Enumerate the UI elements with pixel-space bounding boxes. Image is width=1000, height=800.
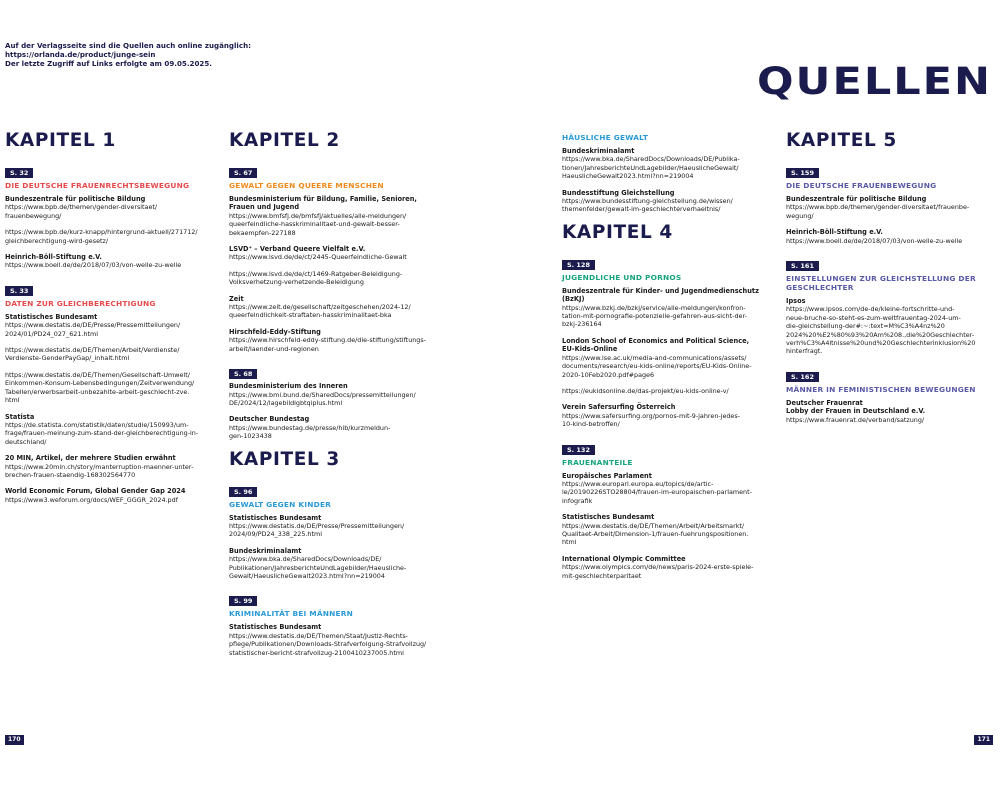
source-entry	[5, 346, 210, 363]
source-section	[229, 479, 434, 581]
source-link[interactable]: https://www.zeit.de/gesellschaft/zeitgeschehen/2024-12/ queerfeindlichkeit-straftaten-hasskriminalitaet-bka	[229, 303, 411, 320]
source-organization: World Economic Forum, Global Gender Gap 2024	[5, 487, 186, 496]
source-link[interactable]: https://www.bmfsfj.de/bmfsfj/aktuelles/alle-meldungen/ queerfeindliche-hasskriminalitaet-und-gewalt-besser- bekaempfen-227188	[229, 211, 407, 237]
source-organization: Deutscher Frauenrat Lobby der Frauen in Deutschland e.V.	[786, 398, 926, 416]
source-entry	[229, 382, 434, 407]
source-entry	[229, 547, 434, 581]
source-entry	[229, 328, 434, 353]
source-entry	[229, 195, 434, 237]
page-number-left: 170	[5, 735, 24, 745]
page-badge: S. 33	[5, 286, 33, 296]
intro-note	[5, 41, 425, 69]
source-section	[786, 160, 996, 245]
source-link[interactable]: https://www.bpb.de/themen/gender-diversitaet/ frauenbewegung/	[5, 203, 158, 220]
source-section	[229, 588, 434, 657]
source-entry	[5, 454, 210, 479]
source-organization: International Olympic Committee	[562, 554, 686, 563]
source-link[interactable]: https://www.destatis.de/DE/Themen/Gesellschaft-Umwelt/ Einkommen-Konsum-Lebensbedingungen/Zeitverwendung/ Tabellen/erwerbsarbeit-unbezahlte-arbeit-geschlecht-zve. html	[5, 370, 195, 405]
source-link[interactable]: https://www.hirschfeld-eddy-stiftung.de/die-stiftung/stiftungs- arbeit/laender-und-regionen	[229, 336, 426, 353]
section-title: DIE DEUTSCHE FRAUENRECHTSBEWEGUNG	[5, 181, 190, 190]
source-link[interactable]: https://www.lse.ac.uk/media-and-communications/assets/ documents/research/eu-kids-online/reports/EU-Kids-Online- 2020-10Feb2020.pdf#page6	[562, 353, 752, 379]
source-organization: Hirschfeld-Eddy-Stiftung	[229, 327, 321, 336]
source-section	[562, 252, 772, 429]
source-entry	[562, 287, 772, 329]
page-badge: S. 128	[562, 260, 595, 270]
source-section	[5, 160, 210, 270]
page-badge: S. 159	[786, 168, 819, 178]
source-link[interactable]: https://www.destatis.de/DE/Themen/Arbeit/Arbeitsmarkt/ Qualitaet-Arbeit/Dimension-1/frauen-fuehrungspositionen. html	[562, 521, 749, 547]
source-entry	[562, 387, 772, 395]
source-entry	[562, 337, 772, 379]
source-entry	[229, 245, 434, 262]
source-entry	[5, 253, 210, 270]
section-title: HÄUSLICHE GEWALT	[562, 133, 649, 142]
source-organization: Bundeskriminalamt	[562, 147, 635, 155]
source-section	[786, 253, 996, 356]
section-title: KRIMINALITÄT BEI MÄNNERN	[229, 609, 354, 619]
source-organization: London School of Economics and Political Science, EU-Kids-Online	[562, 336, 750, 354]
page-badge: S. 67	[229, 168, 257, 178]
source-entry	[786, 297, 996, 356]
source-entry	[562, 147, 772, 181]
page-title: QUELLEN	[756, 60, 992, 104]
page-badge: S. 96	[229, 487, 257, 497]
source-entry	[229, 415, 434, 440]
source-organization: Bundeskriminalamt	[229, 546, 302, 555]
source-entry	[5, 195, 210, 220]
source-link[interactable]: https://www.ipsos.com/de-de/kleine-fortschritte-und- neue-bruche-so-steht-es-zum-weltfrauentag-2024-um- die-gleichstellung-der#:~:text=M%C3%A4nz%20 2024%20%E2%80%93%20Am%208.,die%20Geschlechter- verh%C3%A4ltnisse%20und%20Geschlechterinklusion%20 hinterfragt.	[786, 305, 976, 356]
source-link[interactable]: https://www.lsvd.de/de/ct/2445-Queerfeindliche-Gewalt	[229, 253, 407, 262]
source-organization: Verein Safersurfing Österreich	[562, 403, 676, 412]
source-entry	[5, 371, 210, 405]
source-link[interactable]: https://www.destatis.de/DE/Presse/Pressemitteilungen/ 2024/09/PD24_338_225.html	[229, 521, 405, 539]
section-title: FRAUENANTEILE	[562, 457, 633, 467]
intro-line-2[interactable]: https://orlanda.de/product/junge-sein	[5, 50, 156, 60]
source-organization: Bundeszentrale für Kinder- und Jugendmedienschutz (BzKJ)	[562, 286, 759, 304]
intro-line-1: Auf der Verlagsseite sind die Quellen auch online zugänglich:	[5, 41, 251, 50]
source-link[interactable]: https://www.safersurfing.org/pornos-mit-9-jahren-jedes- 10-kind-betroffen/	[562, 411, 741, 429]
source-entry	[786, 228, 996, 245]
source-entry	[229, 270, 434, 287]
source-link[interactable]: https://www.boell.de/de/2018/07/03/von-welle-zu-welle	[5, 261, 182, 270]
source-link[interactable]: https://www.destatis.de/DE/Presse/Pressemitteilungen/ 2024/01/PD24_027_621.html	[5, 321, 181, 338]
source-organization: Statista	[5, 412, 35, 421]
source-link[interactable]: https://www.destatis.de/DE/Themen/Staat/Justiz-Rechts- pflege/Publikationen/Downloads-Strafverfolgung-Strafvollzug/ statistischer-bericht-strafvollzug-2100410237005.html	[229, 631, 427, 657]
source-link[interactable]: https://www.bzkj.de/bzkj/service/alle-meldungen/konfron- tation-mit-pornografie-potenzielle-gefahren-aus-sicht-der- bzkj-236164	[562, 303, 747, 329]
column-4	[786, 130, 996, 432]
chapter-heading: KAPITEL 5	[786, 130, 897, 151]
source-organization: Zeit	[229, 294, 244, 303]
source-link[interactable]: https://www.olympics.com/de/news/paris-2024-erste-spiele- mit-geschlechterparitaet	[562, 563, 754, 580]
source-link[interactable]: https://www.lsvd.de/de/ct/1469-Ratgeber-Beleidigung- Volksverhetzung-verhetzende-Beleidigung	[229, 269, 403, 287]
source-organization: Europäisches Parlament	[562, 471, 652, 480]
page-badge: S. 99	[229, 596, 257, 606]
chapter-heading: KAPITEL 2	[229, 130, 340, 151]
intro-line-3: Der letzte Zugriff auf Links erfolgte am 09.05.2025.	[5, 59, 212, 69]
source-link[interactable]: https://www.europarl.europa.eu/topics/de/artic- le/20190226STO28804/frauen-im-europaischen-parlament- infografik	[562, 479, 752, 505]
source-link[interactable]: https://www.bundesstiftung-gleichstellung.de/wissen/ themenfelder/gewalt-im-geschlechterverhaeltnis/	[562, 197, 733, 214]
source-organization: Statistisches Bundesamt	[562, 513, 655, 522]
source-section	[562, 437, 772, 580]
source-entry	[562, 403, 772, 428]
source-link[interactable]: https://www.bka.de/SharedDocs/Downloads/DE/Publika- tionen/JahresberichteUndLagebilder/HaeuslicheGewalt/ HaeuslicheGewalt2023.html?nn=219004	[562, 155, 740, 181]
chapter-heading: KAPITEL 3	[229, 448, 340, 470]
source-link[interactable]: https://www.destatis.de/DE/Themen/Arbeit/Verdienste/ Verdienste-GenderPayGap/_inhalt.html	[5, 346, 180, 363]
source-link[interactable]: https://www.20min.ch/story/manterruption-maenner-unter- brechen-frauen-staendig-168302564770	[5, 462, 194, 479]
source-link[interactable]: https://www.bundestag.de/presse/hib/kurzmeldun- gen-1023438	[229, 423, 391, 441]
source-organization: Ipsos	[786, 297, 806, 306]
source-link[interactable]: https://www.bka.de/SharedDocs/Downloads/DE/ Publikationen/JahresberichteUndLagebilder/Haeusliche- Gewalt/HaeuslicheGewalt2023.html?nn=219004	[229, 555, 407, 580]
source-organization: Bundesministerium für Bildung, Familie, Senioren, Frauen und Jugend	[229, 195, 417, 212]
source-entry	[5, 228, 210, 245]
source-section	[229, 361, 434, 440]
section-title: GEWALT GEGEN QUEERE MENSCHEN	[229, 181, 384, 190]
source-section	[5, 278, 210, 504]
source-link[interactable]: https://de.statista.com/statistik/daten/studie/150993/um- frage/frauen-meinung-zum-stand-der-gleichberechtigung-in- deutschland/	[5, 420, 199, 446]
source-organization: Bundeszentrale für politische Bildung	[786, 195, 927, 203]
source-section	[562, 133, 772, 214]
source-entry	[5, 313, 210, 338]
page-badge: S. 162	[786, 372, 819, 382]
source-entry	[786, 195, 996, 220]
source-organization: Bundeszentrale für politische Bildung	[5, 195, 146, 203]
section-title: GEWALT GEGEN KINDER	[229, 499, 332, 509]
source-entry	[786, 399, 996, 424]
column-2	[229, 130, 434, 665]
source-organization: 20 MIN, Artikel, der mehrere Studien erwähnt	[5, 454, 176, 463]
source-organization: Deutscher Bundestag	[229, 415, 310, 424]
section-title: MÄNNER IN FEMINISTISCHEN BEWEGUNGEN	[786, 384, 976, 394]
chapter-heading: KAPITEL 1	[5, 130, 116, 151]
section-title: DIE DEUTSCHE FRAUENBEWEGUNG	[786, 181, 937, 190]
source-organization: LSVD⁺ – Verband Queere Vielfalt e.V.	[229, 245, 366, 254]
source-link[interactable]: https://eukidsonline.de/das-projekt/eu-kids-online-v/	[562, 386, 729, 395]
page-badge: S. 132	[562, 445, 595, 455]
source-section	[786, 364, 996, 424]
source-link[interactable]: https://www.boell.de/de/2018/07/03/von-welle-zu-welle	[786, 236, 963, 245]
source-entry	[562, 513, 772, 547]
section-title: EINSTELLUNGEN ZUR GLEICHSTELLUNG DER GESCHLECHTER	[786, 274, 976, 293]
source-organization: Bundesstiftung Gleichstellung	[562, 188, 675, 197]
page-badge: S. 32	[5, 168, 33, 178]
source-organization: Heinrich-Böll-Stiftung e.V.	[5, 253, 102, 262]
source-entry	[5, 487, 210, 504]
source-organization: Heinrich-Böll-Stiftung e.V.	[786, 228, 883, 237]
source-organization: Statistisches Bundesamt	[5, 312, 98, 321]
column-1	[5, 130, 210, 512]
column-3	[562, 133, 772, 588]
section-title: JUGENDLICHE UND PORNOS	[562, 272, 682, 282]
source-link[interactable]: https://www.bmi.bund.de/SharedDocs/pressemitteilungen/ DE/2024/12/lagebildlgbtqiplus.html	[229, 390, 416, 407]
source-entry	[229, 295, 434, 320]
source-organization: Statistisches Bundesamt	[229, 623, 322, 632]
page-badge: S. 68	[229, 369, 257, 379]
source-entry	[562, 555, 772, 580]
source-section	[229, 160, 434, 353]
section-title: DATEN ZUR GLEICHBERECHTIGUNG	[5, 298, 156, 308]
source-link[interactable]: https://www.bpb.de/themen/gender-diversitaet/frauenbe- wegung/	[786, 203, 970, 220]
source-organization: Bundesministerium des Inneren	[229, 382, 348, 391]
page-badge: S. 161	[786, 261, 819, 271]
source-entry	[562, 472, 772, 506]
source-link[interactable]: https://www.frauenrat.de/verband/satzung/	[786, 415, 925, 424]
source-entry	[5, 413, 210, 447]
source-entry	[229, 514, 434, 539]
chapter-heading: KAPITEL 4	[562, 221, 673, 243]
source-link[interactable]: https://www3.weforum.org/docs/WEF_GGGR_2024.pdf	[5, 495, 178, 504]
source-organization: Statistisches Bundesamt	[229, 513, 322, 522]
source-link[interactable]: https://www.bpb.de/kurz-knapp/hintergrund-aktuell/271712/ gleichberechtigung-wird-gesetz/	[5, 228, 198, 245]
source-entry	[562, 189, 772, 214]
source-entry	[229, 623, 434, 657]
page-number-right: 171	[974, 735, 993, 745]
